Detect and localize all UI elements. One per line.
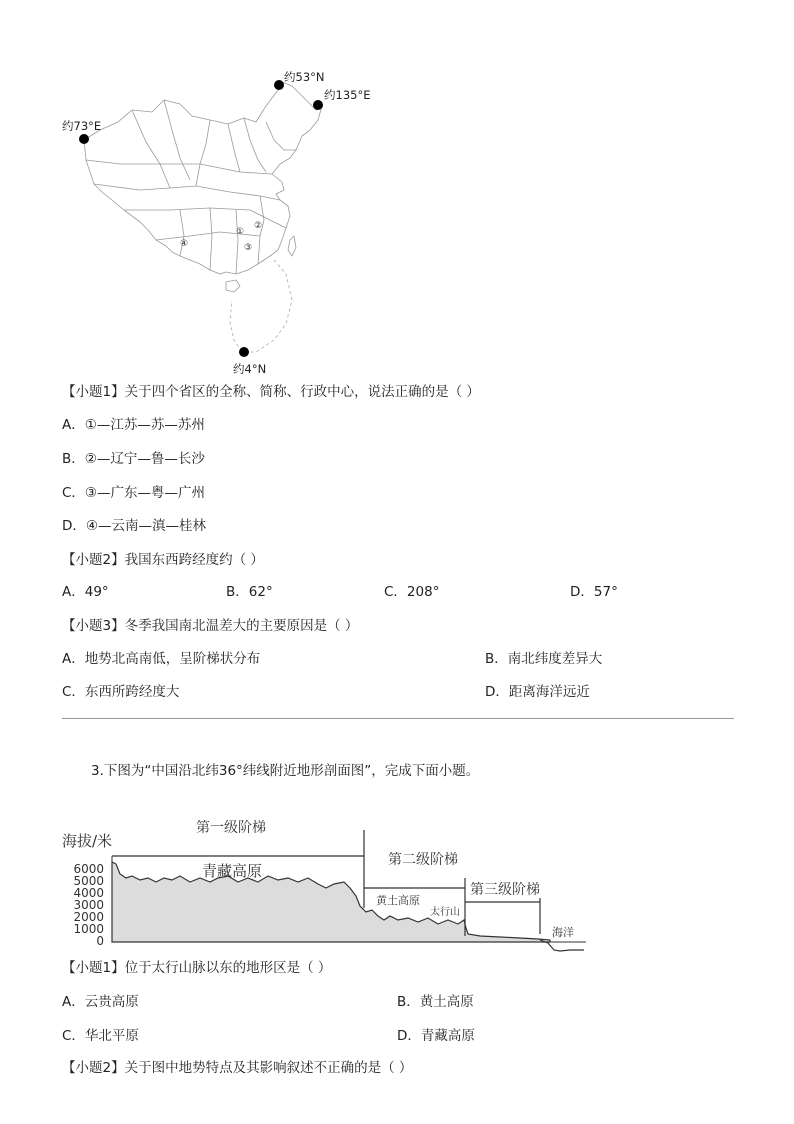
ytick-6000: 6000	[73, 862, 104, 876]
section-divider	[62, 718, 734, 719]
s1-q3-option-b[interactable]: B．南北纬度差异大	[485, 651, 603, 667]
profile-ylabel: 海拔/米	[62, 832, 113, 850]
china-mainland-outline	[84, 82, 322, 274]
marker-dot-4n	[239, 347, 249, 357]
qinghai-label: 青藏高原	[202, 862, 263, 880]
s1-q2-option-a[interactable]: A．49°	[62, 584, 109, 600]
hainan-island	[226, 280, 240, 292]
ocean-label: 海洋	[552, 926, 574, 939]
step2-label: 第二级阶梯	[388, 852, 458, 868]
s1-q2-option-b[interactable]: B．62°	[226, 584, 273, 600]
s1-q1-option-a[interactable]: A．①—江苏—苏—苏州	[62, 417, 205, 433]
ytick-4000: 4000	[73, 886, 104, 900]
marker-dot-73e	[79, 134, 89, 144]
s1-q3-option-c[interactable]: C．东西所跨经度大	[62, 684, 180, 700]
ytick-0: 0	[96, 934, 104, 948]
province-mark-3: ③	[244, 243, 253, 253]
taiwan-island	[288, 236, 296, 256]
label-73e: 约73°E	[62, 119, 102, 133]
marker-dot-53n	[274, 80, 284, 90]
s1-q1-option-c[interactable]: C．③—广东—粤—广州	[62, 485, 206, 501]
ytick-1000: 1000	[73, 922, 104, 936]
s2-q1-option-b[interactable]: B．黄土高原	[397, 994, 474, 1010]
s1-q3-option-d[interactable]: D．距离海洋远近	[485, 684, 590, 700]
province-mark-4: ④	[180, 239, 189, 249]
china-map-svg	[60, 60, 390, 380]
s1-q1-option-d[interactable]: D．④—云南—滇—桂林	[62, 518, 206, 534]
s1-q3-stem: 【小题3】冬季我国南北温差大的主要原因是（ ）	[62, 618, 359, 634]
label-135e: 约135°E	[324, 88, 371, 102]
s1-q2-option-c[interactable]: C．208°	[384, 584, 440, 600]
s2-q2-stem: 【小题2】关于图中地势特点及其影响叙述不正确的是（ ）	[62, 1060, 413, 1076]
taihang-label: 太行山	[430, 907, 460, 918]
s1-q1-stem: 【小题1】关于四个省区的全称、简称、行政中心，说法正确的是（ ）	[62, 384, 480, 400]
huangtu-label: 黄土高原	[376, 894, 420, 907]
s1-q2-option-d[interactable]: D．57°	[570, 584, 618, 600]
terrain-profile-svg	[60, 812, 600, 962]
s2-intro: 3.下图为“中国沿北纬36°纬线附近地形剖面图”，完成下面小题。	[91, 763, 480, 779]
s2-q1-stem: 【小题1】位于太行山脉以东的地形区是（ ）	[62, 960, 332, 976]
label-53n: 约53°N	[284, 70, 325, 84]
step3-label: 第三级阶梯	[470, 882, 540, 898]
step1-label: 第一级阶梯	[196, 820, 266, 836]
s1-q2-stem: 【小题2】我国东西跨经度约（ ）	[62, 552, 264, 568]
label-4n: 约4°N	[233, 362, 267, 376]
s2-q1-option-a[interactable]: A．云贵高原	[62, 994, 139, 1010]
china-outline-map	[60, 60, 390, 380]
province-mark-2: ②	[254, 221, 263, 231]
maritime-boundary	[230, 260, 292, 352]
ytick-5000: 5000	[73, 874, 104, 888]
marker-dot-135e	[313, 100, 323, 110]
province-mark-1: ①	[236, 227, 245, 237]
ytick-2000: 2000	[73, 910, 104, 924]
s2-q1-option-d[interactable]: D．青藏高原	[397, 1028, 475, 1044]
s1-q1-option-b[interactable]: B．②—辽宁—鲁—长沙	[62, 451, 205, 467]
s2-q1-option-c[interactable]: C．华北平原	[62, 1028, 139, 1044]
s1-q3-option-a[interactable]: A．地势北高南低，呈阶梯状分布	[62, 651, 261, 667]
ytick-3000: 3000	[73, 898, 104, 912]
terrain-profile-figure	[60, 812, 600, 962]
